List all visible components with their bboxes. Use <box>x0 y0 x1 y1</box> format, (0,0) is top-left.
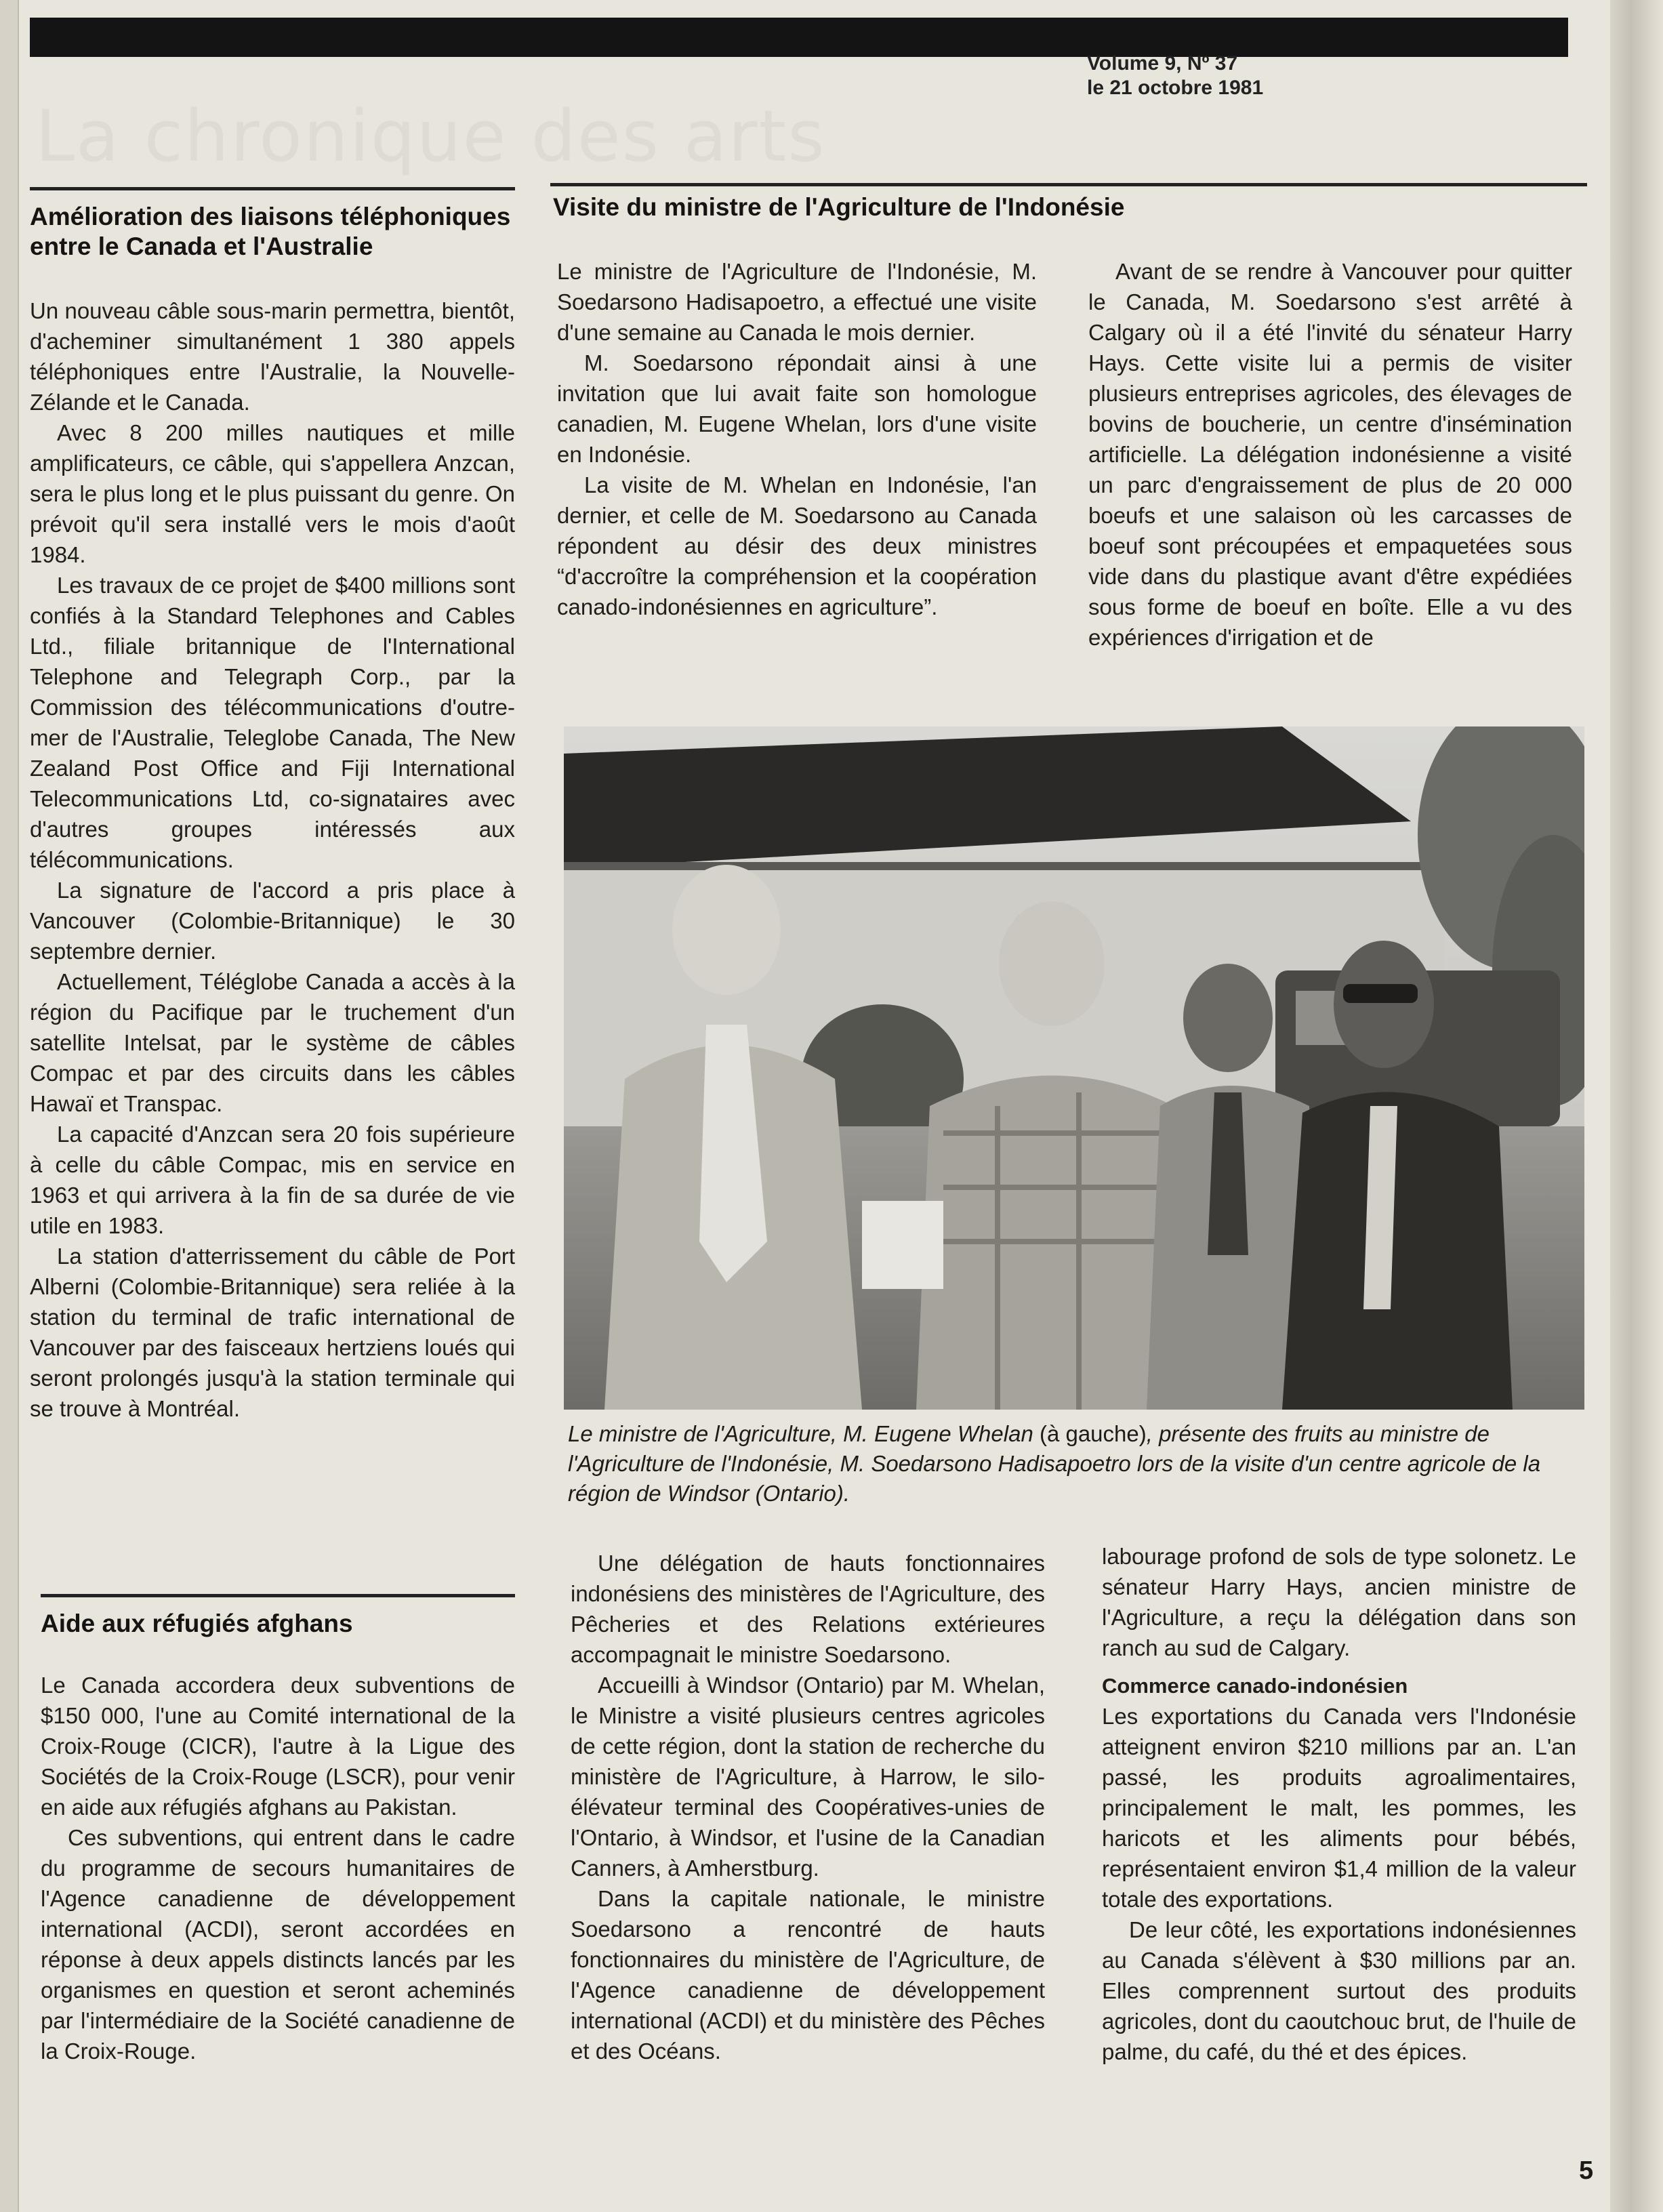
issue-volume: Volume 9, Nº 37 <box>1087 52 1238 75</box>
photo-ministers <box>564 726 1584 1410</box>
afghans-body <box>41 1670 515 2066</box>
caption-text-1: Le ministre de l'Agriculture, M. Eugene Whelan <box>568 1421 1040 1446</box>
indonesie-title: Visite du ministre de l'Agriculture de l'Indonésie <box>553 193 1125 221</box>
issue-date: le 21 octobre 1981 <box>1087 77 1264 99</box>
caption-text-2: , présente des fruits au ministre de l'Agriculture de l'Indonésie, M. Soedarsono Hadisapoetro lors de la visite d'un centre agricole de la région de Windsor (Ontario). <box>568 1421 1541 1506</box>
indonesie-col1-para-3: La visite de M. Whelan en Indonésie, l'an dernier, et celle de M. Soedarsono au Canada répondent au désir des deux ministres “d'accroître la compréhension et la coopération canado-indonésiennes en agriculture”. <box>557 472 1037 619</box>
page-number: 5 <box>1579 2156 1594 2185</box>
afghans-para-2: Ces subventions, qui entrent dans le cadre du programme de secours humanitaires de l'Agence canadienne de développement international (ACDI), seront accordées en réponse à deux appels distincts lancés par les organismes en question et seront acheminés par l'intermédiaire de la Société canadienne de la Croix-Rouge. <box>41 1825 515 2064</box>
indonesie-col-3 <box>571 1548 1045 2066</box>
telephone-para-3: Les travaux de ce projet de $400 millions sont confiés à la Standard Telephones and Cables Ltd., filiale britannique de l'International Telephone and Telegraph Corp., par la Commission des télécommunications d'outre-mer de l'Australie, Teleglobe Canada, The New Zealand Post Office and Fiji International Telecommunications Ltd, co-signataires avec d'autres groupes intéressés aux télécommunications. <box>30 573 515 872</box>
afghans-title: Aide aux réfugiés afghans <box>41 1610 353 1637</box>
masthead-ghost: La chronique des arts <box>35 95 826 178</box>
indonesie-col2-para-1: Avant de se rendre à Vancouver pour quitter le Canada, M. Soedarsono s'est arrêté à Calgary où il a été l'invité du sénateur Harry Hays. Cette visite lui a permis de visiter plusieurs entreprises agricoles, des élevages de bovins de boucherie, un centre d'insémination artificielle. La délégation indonésienne a visité un parc d'engraissement de plus de 20 000 boeufs et une salaison où les carcasses de boeuf sont précoupées et empaquetées sous vide dans du plastique avant d'être expédiées sous forme de boeuf en boîte. Elle a vu des expériences d'irrigation et de <box>1088 259 1572 650</box>
indonesie-col1-para-1: Le ministre de l'Agriculture de l'Indonésie, M. Soedarsono Hadisapoetro, a effectué une visite d'une semaine au Canada le mois dernier. <box>557 259 1037 345</box>
telephone-para-5: Actuellement, Téléglobe Canada a accès à la région du Pacifique par le truchement d'un satellite Intelsat, par le système de câbles Compac et par des circuits dans les câbles Hawaï et Transpac. <box>30 969 515 1116</box>
header-bar <box>30 18 1568 57</box>
indonesie-col-4 <box>1102 1541 1576 2067</box>
indonesie-col1-para-2: M. Soedarsono répondait ainsi à une invitation que lui avait faite son homologue canadien, M. Eugene Whelan, lors d'une visite en Indonésie. <box>557 350 1037 467</box>
indonesie-col4-para-1: Les exportations du Canada vers l'Indonésie atteignent environ $210 millions par an. L'an passé, les produits agroalimentaires, principalement le malt, les pommes, les haricots et les aliments pour bébés, représentaient environ $1,4 million de la valeur totale des exportations. <box>1102 1704 1576 1912</box>
page-curl-edge <box>1610 0 1663 2212</box>
telephone-para-7: La station d'atterrissement du câble de Port Alberni (Colombie-Britannique) sera reliée à la station du terminal de trafic international de Vancouver par des faisceaux hertziens loués qui seront prolongés jusqu'à la station terminale qui se trouve à Montréal. <box>30 1244 515 1421</box>
photo-caption <box>568 1419 1584 1509</box>
telephone-para-2: Avec 8 200 milles nautiques et mille amplificateurs, ce câble, qui s'appellera Anzcan, sera le plus long et le plus puissant du genre. On prévoit qu'il sera installé vers le mois d'août 1984. <box>30 420 515 567</box>
commerce-heading: Commerce canado-indonésien <box>1102 1674 1408 1698</box>
rule-telephone <box>30 187 515 190</box>
telephone-title: Amélioration des liaisons téléphoniques entre le Canada et l'Australie <box>30 203 511 260</box>
caption-roman: (à gauche) <box>1039 1421 1147 1446</box>
rule-afghans <box>41 1594 515 1597</box>
photo-illustration <box>564 726 1584 1410</box>
afghans-para-1: Le Canada accordera deux subventions de $150 000, l'une au Comité international de la Croix-Rouge (CICR), l'autre à la Ligue des Sociétés de la Croix-Rouge (LSCR), pour venir en aide aux réfugiés afghans au Pakistan. <box>41 1673 515 1820</box>
indonesie-col-1 <box>557 256 1037 622</box>
telephone-para-6: La capacité d'Anzcan sera 20 fois supérieure à celle du câble Compac, mis en service en 1963 et qui arrivera à la fin de sa durée de vie utile en 1983. <box>30 1122 515 1238</box>
telephone-body <box>30 295 515 1424</box>
indonesie-col-2 <box>1088 256 1572 653</box>
facing-page-edge <box>0 0 19 2212</box>
indonesie-col4-para-2: De leur côté, les exportations indonésiennes au Canada s'élèvent à $30 millions par an. Elles comprennent surtout des produits agricoles, dont du caoutchouc brut, de l'huile de palme, du café, du thé et des épices. <box>1102 1917 1576 2064</box>
telephone-para-4: La signature de l'accord a pris place à Vancouver (Colombie-Britannique) le 30 septembre dernier. <box>30 878 515 964</box>
issue-info <box>1087 52 1263 100</box>
telephone-para-1: Un nouveau câble sous-marin permettra, bientôt, d'acheminer simultanément 1 380 appels téléphoniques entre l'Australie, la Nouvelle-Zélande et le Canada. <box>30 298 515 415</box>
rule-indonesie <box>550 183 1587 186</box>
indonesie-col3-para-1: Une délégation de hauts fonctionnaires indonésiens des ministères de l'Agriculture, des Pêcheries et des Relations extérieures accompagnait le ministre Soedarsono. <box>571 1551 1045 1667</box>
indonesie-col3-para-2: Accueilli à Windsor (Ontario) par M. Whelan, le Ministre a visité plusieurs centres agricoles de cette région, dont la station de recherche du ministère de l'Agriculture, à Harrow, le silo-élévateur terminal des Coopératives-unies de l'Ontario, à Windsor, et l'usine de la Canadian Canners, à Amherstburg. <box>571 1673 1045 1881</box>
indonesie-col3-para-3: Dans la capitale nationale, le ministre Soedarsono a rencontré de hauts fonctionnaires du ministère de l'Agriculture, de l'Agence canadienne de développement international (ACDI) et du ministère des Pêches et des Océans. <box>571 1886 1045 2064</box>
indonesie-col4-intro: labourage profond de sols de type solonetz. Le sénateur Harry Hays, ancien ministre de l'Agriculture, a reçu la délégation dans son ranch au sud de Calgary. <box>1102 1544 1576 1660</box>
